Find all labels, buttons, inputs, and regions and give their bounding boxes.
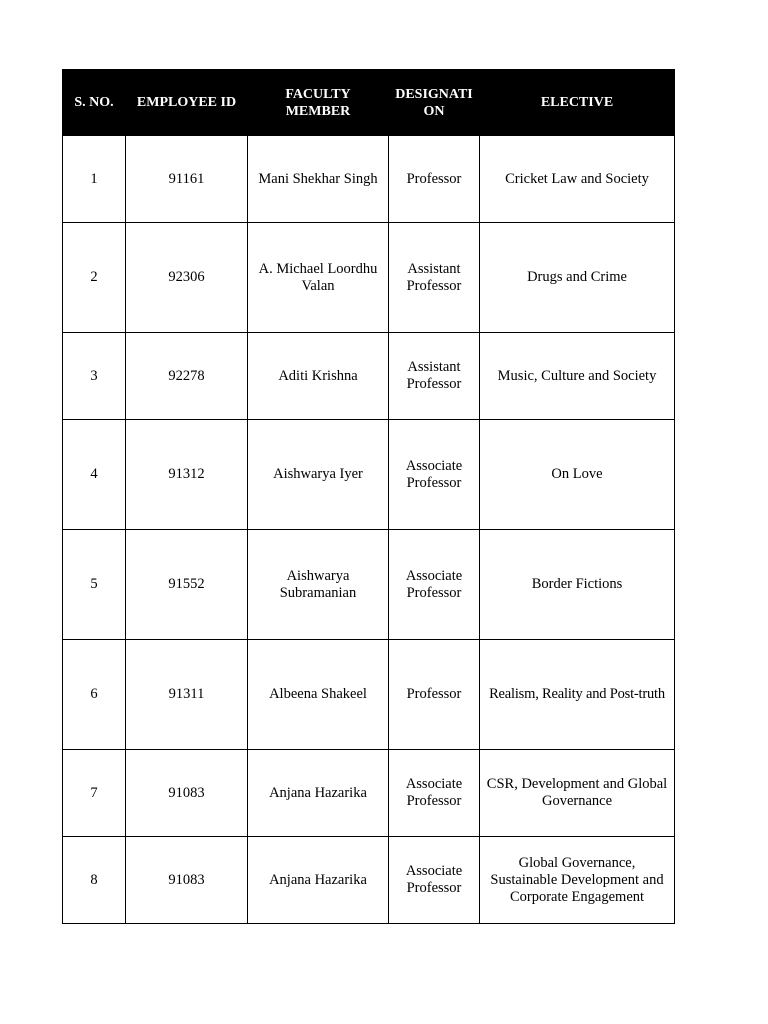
table-header — [63, 70, 675, 136]
cell-designation: Associate Professor — [389, 530, 480, 640]
table-row — [63, 136, 675, 223]
cell-sno: 7 — [63, 750, 126, 837]
table-row — [63, 333, 675, 420]
cell-faculty-member: A. Michael Loordhu Valan — [248, 223, 389, 333]
table-row — [63, 640, 675, 750]
cell-faculty-member: Aishwarya Iyer — [248, 420, 389, 530]
table-row — [63, 837, 675, 924]
header-employee-id: EMPLOYEE ID — [126, 70, 248, 136]
cell-elective: Realism, Reality and Post-truth — [480, 640, 675, 750]
cell-elective: On Love — [480, 420, 675, 530]
table-body — [63, 136, 675, 924]
cell-employee-id: 91311 — [126, 640, 248, 750]
cell-elective: Border Fictions — [480, 530, 675, 640]
cell-elective: Drugs and Crime — [480, 223, 675, 333]
cell-designation: Associate Professor — [389, 750, 480, 837]
cell-elective: Cricket Law and Society — [480, 136, 675, 223]
cell-employee-id: 92278 — [126, 333, 248, 420]
cell-employee-id: 91552 — [126, 530, 248, 640]
cell-sno: 5 — [63, 530, 126, 640]
cell-sno: 3 — [63, 333, 126, 420]
cell-faculty-member: Albeena Shakeel — [248, 640, 389, 750]
header-designation: DESIGNATI ON — [389, 70, 480, 136]
cell-designation: Assistant Professor — [389, 333, 480, 420]
cell-faculty-member: Anjana Hazarika — [248, 837, 389, 924]
cell-faculty-member: Aishwarya Subramanian — [248, 530, 389, 640]
table-row — [63, 420, 675, 530]
cell-faculty-member: Aditi Krishna — [248, 333, 389, 420]
header-row — [63, 70, 675, 136]
cell-employee-id: 92306 — [126, 223, 248, 333]
cell-sno: 8 — [63, 837, 126, 924]
cell-designation: Professor — [389, 640, 480, 750]
cell-elective: CSR, Development and Global Governance — [480, 750, 675, 837]
cell-employee-id: 91083 — [126, 837, 248, 924]
header-elective: ELECTIVE — [480, 70, 675, 136]
table-row — [63, 530, 675, 640]
table-row — [63, 750, 675, 837]
header-faculty-member: FACULTY MEMBER — [248, 70, 389, 136]
cell-faculty-member: Anjana Hazarika — [248, 750, 389, 837]
cell-designation: Professor — [389, 136, 480, 223]
cell-employee-id: 91312 — [126, 420, 248, 530]
cell-sno: 4 — [63, 420, 126, 530]
cell-employee-id: 91161 — [126, 136, 248, 223]
cell-elective: Global Governance, Sustainable Development and Corporate Engagement — [480, 837, 675, 924]
cell-designation: Assistant Professor — [389, 223, 480, 333]
cell-designation: Associate Professor — [389, 420, 480, 530]
cell-designation: Associate Professor — [389, 837, 480, 924]
cell-elective: Music, Culture and Society — [480, 333, 675, 420]
cell-employee-id: 91083 — [126, 750, 248, 837]
cell-sno: 2 — [63, 223, 126, 333]
table-row — [63, 223, 675, 333]
electives-table — [62, 69, 675, 924]
cell-sno: 1 — [63, 136, 126, 223]
header-sno: S. NO. — [63, 70, 126, 136]
cell-sno: 6 — [63, 640, 126, 750]
cell-faculty-member: Mani Shekhar Singh — [248, 136, 389, 223]
